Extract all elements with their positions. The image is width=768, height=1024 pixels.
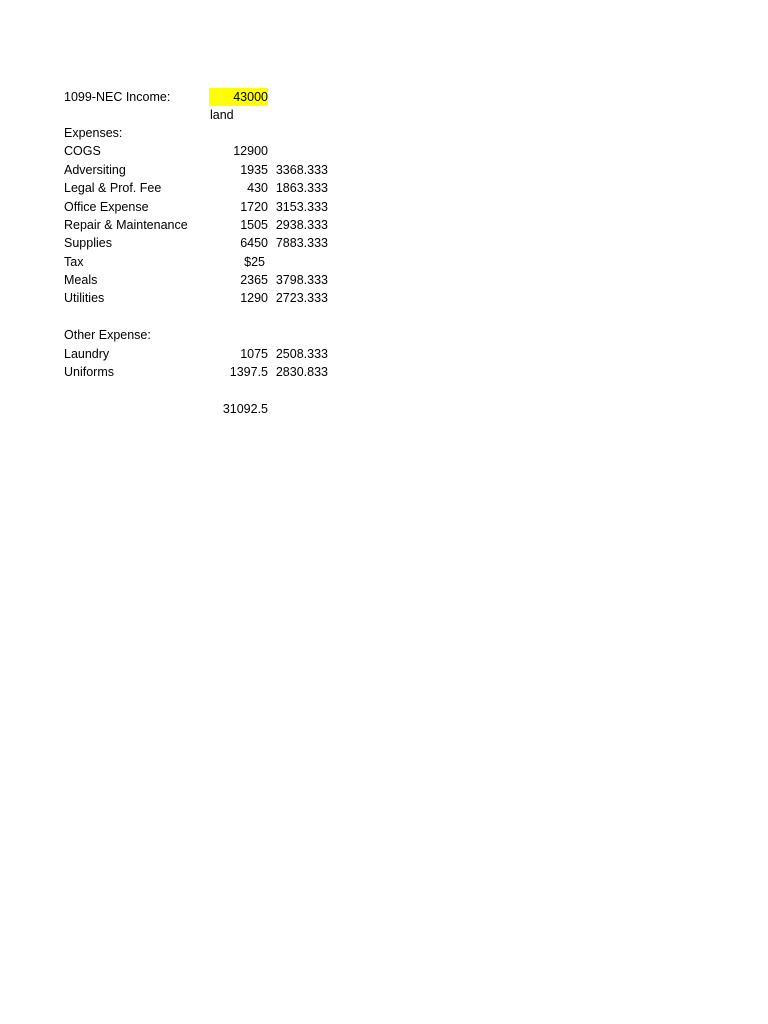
income-row: [0, 88, 768, 106]
expense-label: Supplies: [64, 236, 112, 250]
other-expense-adjusted: 2830.833: [275, 365, 328, 379]
other-expense-label: Uniforms: [64, 365, 115, 379]
expense-row-repair: [0, 216, 768, 234]
income-note-row: [0, 106, 768, 124]
expense-amount: 12900: [233, 144, 268, 158]
expense-row-tax: [0, 253, 768, 271]
expense-label: COGS: [64, 144, 101, 158]
expense-label: Repair & Maintenance: [64, 218, 188, 232]
expense-amount: 1720: [240, 200, 268, 214]
expense-amount: 2365: [240, 273, 268, 287]
expense-adjusted: 2938.333: [275, 218, 328, 232]
income-note: land: [210, 108, 234, 122]
expense-row-advertising: [0, 161, 768, 179]
expense-row-cogs: [0, 142, 768, 160]
other-expenses-heading: Other Expense:: [64, 328, 151, 342]
expense-adjusted: 3798.333: [275, 273, 328, 287]
expense-amount: 1935: [240, 163, 268, 177]
expenses-heading: Expenses:: [64, 126, 123, 140]
total-value: 31092.5: [222, 402, 268, 416]
expense-amount: $25: [244, 255, 265, 269]
income-label: 1099-NEC Income:: [64, 90, 171, 104]
total-row: [0, 400, 768, 418]
expense-adjusted: [268, 253, 328, 271]
other-expense-label: Laundry: [64, 347, 110, 361]
expense-amount: 430: [247, 181, 268, 195]
expense-amount: 1290: [240, 291, 268, 305]
expense-label: Meals: [64, 273, 98, 287]
expense-adjusted: 1863.333: [275, 181, 328, 195]
expense-amount: 6450: [240, 236, 268, 250]
expense-adjusted: 2723.333: [275, 291, 328, 305]
expense-row-office: [0, 198, 768, 216]
other-expense-row-laundry: [0, 345, 768, 363]
expense-label: Adversiting: [64, 163, 126, 177]
expense-amount: 1505: [240, 218, 268, 232]
income-value: 43000: [209, 88, 268, 106]
expenses-heading-row: [0, 124, 768, 142]
expense-row-meals: [0, 271, 768, 289]
expense-row-legal: [0, 179, 768, 197]
expense-adjusted: [268, 142, 328, 160]
other-expense-amount: 1075: [240, 347, 268, 361]
expense-label: Utilities: [64, 291, 105, 305]
expense-row-supplies: [0, 234, 768, 252]
other-expense-row-uniforms: [0, 363, 768, 381]
expense-label: Tax: [64, 255, 84, 269]
expense-label: Legal & Prof. Fee: [64, 181, 162, 195]
expense-adjusted: 3153.333: [275, 200, 328, 214]
expense-adjusted: 7883.333: [275, 236, 328, 250]
other-expense-amount: 1397.5: [229, 365, 268, 379]
expense-row-utilities: [0, 289, 768, 307]
other-expenses-heading-row: [0, 326, 768, 344]
other-expense-adjusted: 2508.333: [275, 347, 328, 361]
expense-label: Office Expense: [64, 200, 149, 214]
expense-adjusted: 3368.333: [275, 163, 328, 177]
